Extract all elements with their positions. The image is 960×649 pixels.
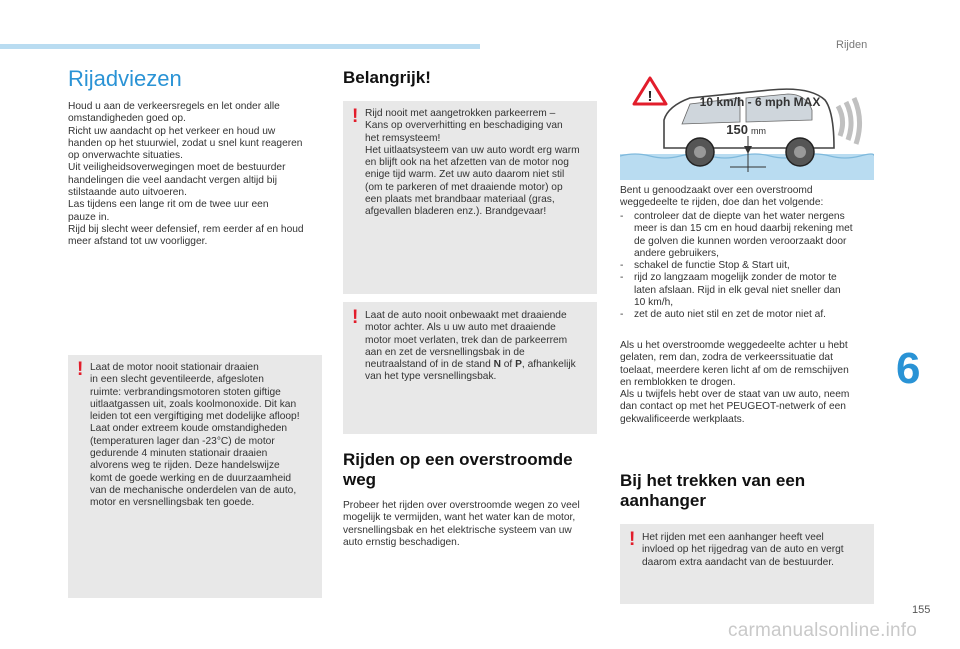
flooded-road-lead: Bent u genoodzaakt over een overstroomd weggedeelte te rijden, doe dan het volgende: <box>620 185 824 209</box>
car-in-water-illustration <box>620 76 874 180</box>
list-item: - controleer dat de diepte van het water nergens meer is dan 15 cm en houd daarbij rekening met de golven die kunnen worden veroorzaakt door andere gebruikers, <box>620 211 853 259</box>
wheel-hub <box>794 146 806 158</box>
gear-p-label: P <box>515 359 522 371</box>
list-item: - rijd zo langzaam mogelijk zonder de motor te laten afslaan. Rijd in elk geval niet sneller dan 10 km/h, <box>620 272 841 309</box>
after-flood-text: Als u het overstroomde weggedeelte achter u hebt gelaten, rem dan, zodra de verkeerssituatie dat toelaat, meerdere keren licht af om de remschijven en remblokken te drogen. Als u twijfels hebt over de staat van uw auto, neem dan contact op met het PEUGEOT-netwerk of een gekwalificeerde werkplaats. <box>620 340 850 425</box>
warning-text-part: , afhankelijk van het type versnellingsbak. <box>365 359 576 383</box>
step-text: controleer dat de diepte van het water nergens meer is dan 15 cm en houd daarbij rekening met de golven die kunnen worden veroorzaakt door andere gebruikers, <box>634 211 853 259</box>
depth-arrow <box>744 146 752 154</box>
warning-box-parking-brake <box>343 101 597 294</box>
warning-text-idling: Laat de motor nooit stationair draaien in een slecht geventileerde, afgesloten ruimte: verbrandingsmotoren stoten giftige uitlaatgassen uit, zoals koolmonoxide. Dit kan leiden tot een vergiftiging met dodelijke afloop! Laat onder extreem koude omstandigheden (temperaturen lager dan -23°C) de motor gedurende 4 minuten stationair draaien alvorens weg te rijden. Deze handelswijze komt de goede werking en de duurzaamheid van de mechanische onderdelen van de auto, motor en versnellingsbak ten goede. <box>90 362 300 509</box>
warning-triangle-mark: ! <box>647 88 653 105</box>
important-heading: Belangrijk! <box>343 68 431 87</box>
driving-advice-text: Houd u aan de verkeersregels en let onder alle omstandigheden goed op. Richt uw aandacht op het verkeer en houd uw handen op het stuurwiel, zodat u snel kunt reageren op onverwachte situaties. Uit veiligheidsoverwegingen moet de bestuurder handelingen die veel aandacht vergen altijd bij stilstaande auto uitvoeren. Las tijdens een lange rit om de twee uur een pauze in. Rijd bij slecht weer defensief, rem eerder af en houd meer afstand tot uw voorligger. <box>68 101 304 248</box>
list-item: - zet de auto niet stil en zet de motor niet af. <box>620 309 826 321</box>
warning-icon: ! <box>77 359 84 380</box>
flooded-road-heading: Rijden op een overstroomde weg <box>343 450 573 489</box>
warning-box-idling <box>68 355 322 598</box>
water-depth-value: 150 <box>726 122 748 137</box>
speed-limit-label: 10 km/h - 6 mph MAX <box>699 95 821 109</box>
flooded-road-steps <box>620 211 882 322</box>
warning-icon: ! <box>352 307 359 328</box>
page-title: Rijadviezen <box>68 66 182 91</box>
gear-n-label: N <box>493 359 501 371</box>
header-accent-bar <box>0 44 480 49</box>
list-item: - schakel de functie Stop & Start uit, <box>620 260 790 272</box>
warning-box-unattended <box>343 302 597 434</box>
watermark: carmanualsonline.info <box>728 620 918 641</box>
step-text: zet de auto niet stil en zet de motor niet af. <box>634 309 826 321</box>
warning-text-trailer: Het rijden met een aanhanger heeft veel invloed op het rijgedrag van de auto en vergt daarom extra aandacht van de bestuurder. <box>642 532 844 568</box>
chapter-number: 6 <box>896 344 921 393</box>
warning-icon: ! <box>352 106 359 127</box>
warning-box-trailer <box>620 524 874 604</box>
flooded-road-intro: Probeer het rijden over overstroomde wegen zo veel mogelijk te vermijden, want het water kan de motor, versnellingsbak en het elektrische systeem van uw auto ernstig beschadigen. <box>343 500 580 548</box>
warning-text-part: of <box>500 359 516 371</box>
page-number: 155 <box>912 604 931 616</box>
step-text: rijd zo langzaam mogelijk zonder de motor te laten afslaan. Rijd in elk geval niet sneller dan 10 km/h, <box>634 272 841 309</box>
section-name: Rijden <box>836 39 868 51</box>
warning-text-unattended <box>365 310 591 384</box>
step-text: schakel de functie Stop & Start uit, <box>634 260 790 272</box>
water-depth-unit: mm <box>751 126 766 136</box>
warning-text-parking-brake: Rijd nooit met aangetrokken parkeerrem – Kans op oververhitting en beschadiging van het remsysteem! Het uitlaatsysteem van uw auto wordt erg warm en blijft ook na het afzetten van de motor nog enige tijd warm. Zet uw auto daarom niet stil (om te parkeren of met draaiende motor) op een plaats met brandbaar materiaal (gras, afgevallen bladeren enz.). Brandgevaar! <box>365 108 580 218</box>
trailer-heading: Bij het trekken van een aanhanger <box>620 471 806 510</box>
motion-lines <box>838 98 860 144</box>
warning-icon: ! <box>629 529 636 550</box>
flood-illustration <box>620 76 874 180</box>
wheel-hub <box>694 146 706 158</box>
warning-text-part: Laat de auto nooit onbewaakt met draaiende motor achter. Als u uw auto met draaiende motor moet verlaten, trek dan de parkeerrem aan en zet de versnellingsbak in de neutraalstand of in de stand <box>365 310 568 371</box>
